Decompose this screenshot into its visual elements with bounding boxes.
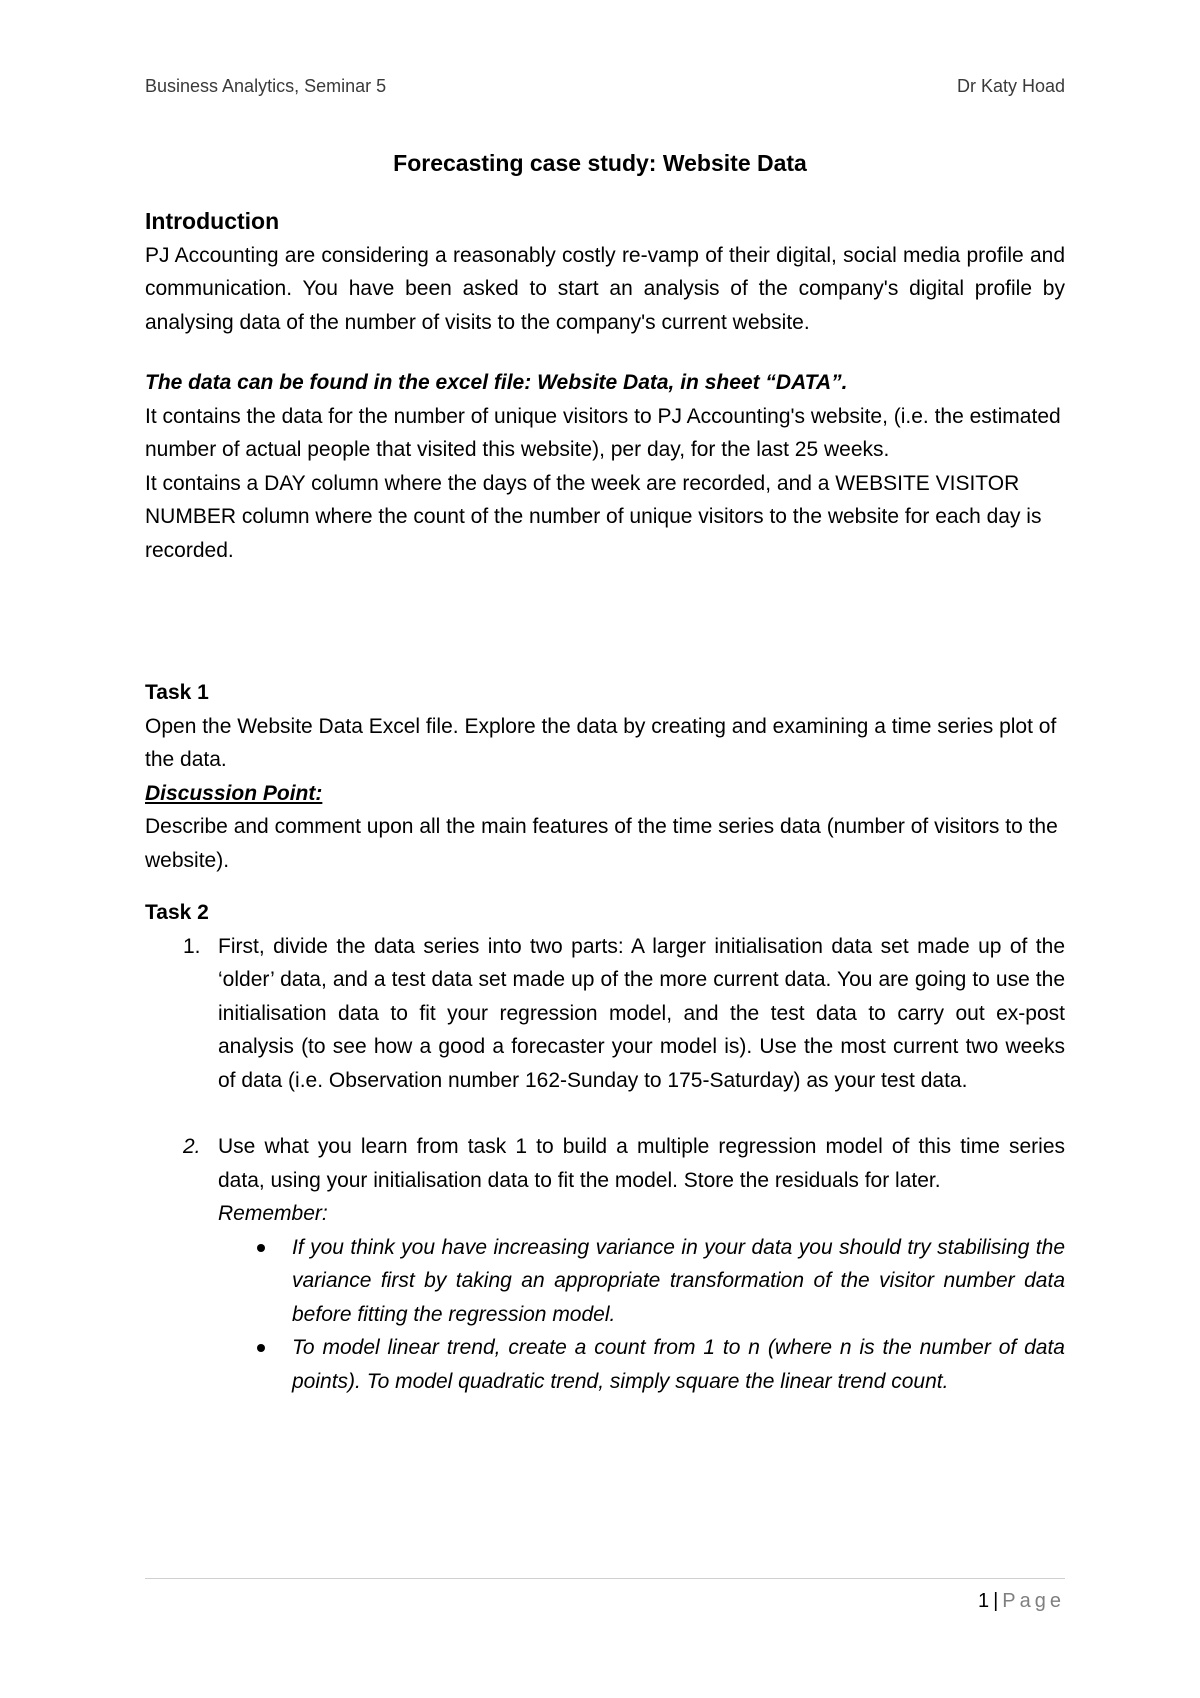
task1-text: Open the Website Data Excel file. Explore the data by creating and examining a time series plot of the data. (145, 714, 1057, 771)
data-contents-2: It contains a DAY column where the days of the week are recorded, and a WEBSITE VISITOR NUMBER column where the count of the number of unique visitors to the website for each day is recorded. (145, 471, 1042, 562)
spacer (145, 1097, 1065, 1130)
task2-item-2-number: 2. (183, 1135, 201, 1158)
remember-label: Remember: (218, 1202, 328, 1225)
page-footer (978, 1590, 1065, 1613)
page-label: Page (1002, 1590, 1065, 1612)
task2-item-1-number: 1. (183, 934, 201, 958)
data-location-note: The data can be found in the excel file: Website Data, in sheet “DATA”. (145, 371, 848, 394)
data-note-section (145, 366, 1065, 567)
task2-heading: Task 2 (145, 901, 209, 924)
discussion-point-label: Discussion Point: (145, 781, 323, 805)
footer-separator: | (993, 1590, 999, 1612)
footer-divider (145, 1578, 1065, 1579)
task2-item-1 (145, 930, 1065, 1098)
header-course: Business Analytics, Seminar 5 (145, 76, 387, 96)
remember-bullet-2-text: To model linear trend, create a count from 1 to n (where n is the number of data points). To model quadratic trend, simply square the linear trend count. (292, 1336, 1065, 1393)
data-contents-1: It contains the data for the number of unique visitors to PJ Accounting's website, (i.e. the estimated number of actual people that visited this website), per day, for the last 25 weeks. (145, 404, 1061, 461)
bullet-icon (257, 1344, 265, 1352)
task1-section (145, 676, 1065, 877)
introduction-paragraph: PJ Accounting are considering a reasonably costly re-vamp of their digital, social media profile and communication. You have been asked to start an analysis of the company's digital profile by analysing data of the number of visits to the company's current website. (145, 243, 1065, 334)
page-title: Forecasting case study: Website Data (393, 150, 807, 176)
remember-bullet-1-text: If you think you have increasing variance in your data you should try stabilising the variance first by taking an appropriate transformation of the visitor number data before fitting the regression model. (292, 1235, 1065, 1326)
introduction-heading: Introduction (145, 208, 280, 234)
task2-item-1-text: First, divide the data series into two parts: A larger initialisation data set made up of the ‘older’ data, and a test data set made up of the more current data. You are going to use the initialisation data to fit your regression model, and the test data to carry out ex-post analysis (to see how a good a forecaster your model is). Use the most current two weeks of data (i.e. Observation number 162-Sunday to 175-Saturday) as your test data. (218, 934, 1065, 1092)
introduction-section (145, 205, 1065, 339)
task2-section (145, 896, 1065, 1398)
remember-bullet-2 (145, 1331, 1065, 1398)
bullet-icon (257, 1244, 265, 1252)
task2-item-2 (145, 1130, 1065, 1197)
remember-bullet-1 (145, 1231, 1065, 1332)
header-author: Dr Katy Hoad (956, 76, 1065, 96)
task1-heading: Task 1 (145, 681, 209, 704)
task2-item-2-text: Use what you learn from task 1 to build a multiple regression model of this time series data, using your initialisation data to fit the model. Store the residuals for later. (218, 1135, 1065, 1192)
page-number: 1 (977, 1590, 990, 1612)
discussion-point-text: Describe and comment upon all the main features of the time series data (number of visitors to the website). (145, 815, 1058, 872)
